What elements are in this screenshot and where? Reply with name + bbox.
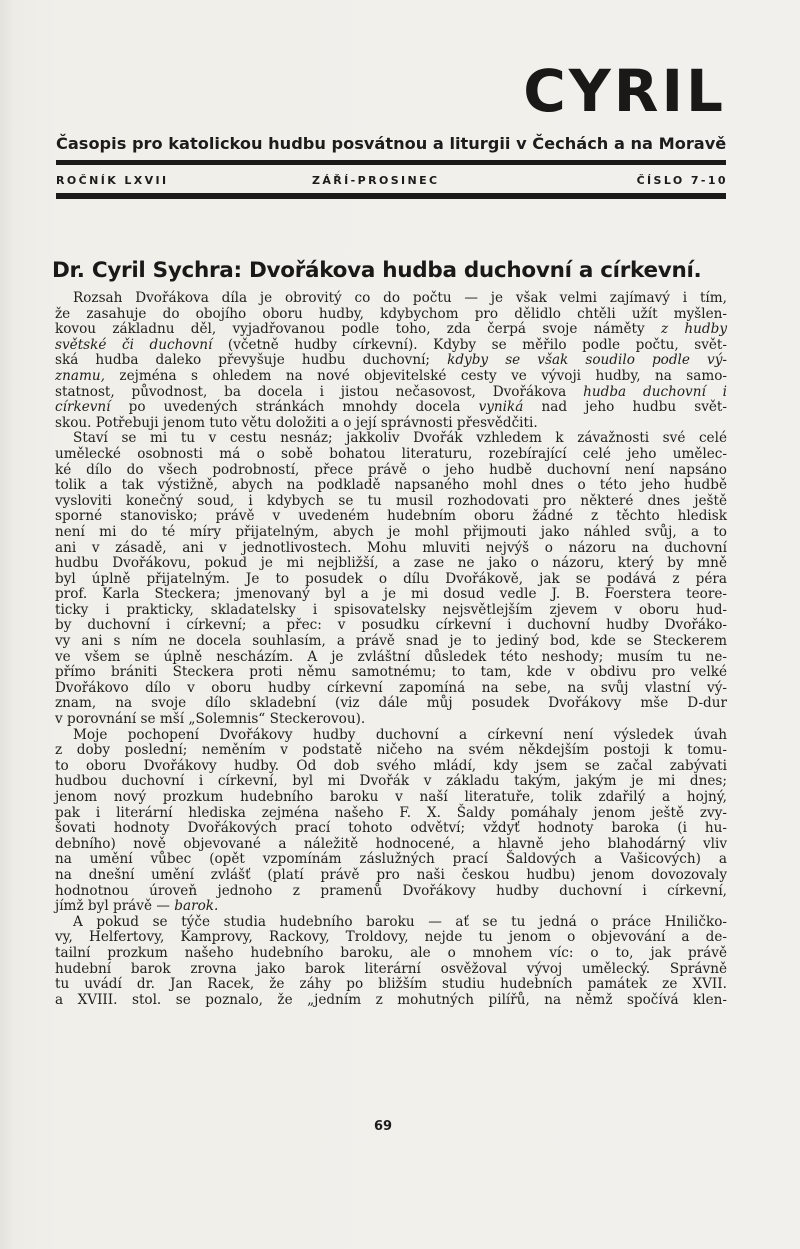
italic-text: znamu, bbox=[55, 367, 105, 384]
text-line bbox=[55, 665, 727, 681]
line-text: v porovnání se mší „Solemnis“ Steckerovou). bbox=[55, 711, 366, 728]
italic-text: hudba duchovní i bbox=[583, 383, 727, 400]
line-text: hudbou duchovní i církevní, byl mi Dvořák v základu takým, jakým je mi dnes; bbox=[55, 773, 727, 790]
line-text: by duchovní i církevní; a přec: v posudku církevní i duchovní hudby Dvořáko- bbox=[55, 617, 727, 634]
line-text: prof. Karla Steckera; jmenovaný byl a je mi dosud vedle J. B. Foerstera teore- bbox=[55, 586, 727, 603]
line-text: ticky i prakticky, skladatelsky i spisovatelsky nejsvětlejším zjevem v oboru hud- bbox=[55, 601, 727, 618]
text-line bbox=[55, 821, 727, 837]
text-line bbox=[55, 852, 727, 868]
line-text: tu uvádí dr. Jan Racek, že záhy po bližším studiu hudebních památek ze XVII. bbox=[55, 976, 727, 993]
text-line bbox=[55, 385, 727, 401]
line-text: pak i literární hlediska zejména našeho F. X. Šaldy pomáhaly jenom ještě zvy- bbox=[55, 804, 727, 821]
text-line bbox=[55, 634, 727, 650]
text-line bbox=[55, 977, 727, 993]
line-text: jenom nový prozkum hudebního baroku v naší literatuře, tolik zdařilý a hojný, bbox=[55, 789, 727, 805]
text-line bbox=[55, 338, 727, 354]
italic-text: z hudby bbox=[660, 321, 728, 338]
text-line bbox=[55, 509, 727, 525]
line-text: hodnotnou úroveň jednoho z pramenů Dvořákovy hudby duchovní i církevní, bbox=[55, 882, 727, 899]
page-number: 69 bbox=[374, 1119, 393, 1134]
header-rule-top bbox=[56, 160, 726, 165]
text-line bbox=[55, 884, 727, 900]
text-line bbox=[55, 774, 727, 790]
line-text: Dvořákovo dílo v oboru hudby církevní zapomíná na sebe, na svůj vlastní vý- bbox=[55, 679, 727, 696]
text-line bbox=[55, 431, 727, 447]
text-line bbox=[55, 572, 727, 588]
line-text: tailní prozkum našeho hudebního baroku, ale o mnohem víc: o to, jak právě bbox=[55, 944, 727, 961]
text-line bbox=[55, 946, 727, 962]
text-line bbox=[55, 322, 727, 338]
line-text: znam, na svoje dílo skladební (viz dále můj posudek Dvořákovy mše D-dur bbox=[55, 695, 727, 712]
text-line bbox=[55, 400, 727, 416]
line-text: A pokud se týče studia hudebního baroku — ať se tu jedná o práce Hniličko- bbox=[73, 913, 727, 930]
line-text: debního) nově objevované a náležitě hodnocené, a hlavně jeho blahodárný vliv bbox=[55, 835, 727, 852]
text-line bbox=[55, 494, 727, 510]
text-line bbox=[55, 696, 727, 712]
text-line bbox=[55, 962, 727, 978]
text-line bbox=[55, 993, 727, 1009]
text-line bbox=[55, 587, 727, 603]
journal-title: CYRIL bbox=[523, 57, 726, 125]
line-text: ve všem se úplně nescházím. A je zvláštní důsledek této neshody; musím tu ne- bbox=[55, 648, 727, 665]
article-body bbox=[55, 291, 727, 1008]
text-line bbox=[55, 650, 727, 666]
line-text: na umění vůbec (opět vzpomínám záslužných prací Šaldových a Vašicových) a bbox=[55, 851, 727, 868]
line-text: statnost, původnost, ba docela i jistou nečasovost, Dvořákova bbox=[55, 383, 584, 400]
line-text: Staví se mi tu v cestu nesnáz; jakkoliv Dvořák vzhledem k závažnosti své celé bbox=[73, 430, 727, 447]
text-line bbox=[55, 618, 727, 634]
text-line bbox=[55, 915, 727, 931]
text-line bbox=[55, 369, 727, 385]
line-text: hudbu Dvořákovu, pokud je mi nejbližší, a zase ne jako o názoru, který by mně bbox=[55, 555, 727, 572]
italic-text: církevní bbox=[55, 399, 111, 416]
text-line bbox=[55, 541, 727, 557]
line-text: to oboru Dvořákovy hudby. Od dob svého mládí, kdy jsem se začal zabývati bbox=[55, 757, 727, 774]
line-text: po uvedených stránkách mnohdy docela bbox=[110, 399, 479, 416]
line-text: vysloviti konečný soud, i kdybych se tu musil rozhodovati pro některé dnes ještě bbox=[55, 492, 727, 509]
text-line bbox=[55, 478, 727, 494]
line-text: hudební barok zrovna jako barok literární osvěžoval vývoj umělecký. Správně bbox=[55, 960, 727, 977]
italic-text: vyniká bbox=[478, 399, 524, 416]
text-line bbox=[55, 447, 727, 463]
text-line bbox=[55, 603, 727, 619]
line-text: sporné stanovisko; právě v uvedeném hudebním oboru žádné z těchto hledisk bbox=[55, 508, 727, 525]
line-text: ani v zásadě, ani v jednotlivostech. Mohu mluviti nejvýš o názoru na duchovní bbox=[55, 539, 727, 556]
line-text: tolik a tak výstižně, abych na podkladě napsaného mohl dnes o této jeho hudbě bbox=[55, 477, 727, 494]
line-text: vy, Helfertovy, Kamprovy, Rackovy, Troldovy, nejde tu jenom o objevování a de- bbox=[55, 929, 727, 946]
text-line bbox=[55, 759, 727, 775]
text-line bbox=[55, 899, 727, 915]
line-text: ké dílo do všech podrobností, přece právě o jeho hudbě duchovní není napsáno bbox=[55, 461, 727, 478]
text-line bbox=[55, 712, 727, 728]
line-text: skou. Potřebuji jenom tuto větu doložiti a o její správnosti přesvědčiti. bbox=[55, 414, 538, 431]
text-line bbox=[55, 556, 727, 572]
line-text: nad jeho hudbu svět- bbox=[523, 399, 727, 416]
line-text: byl úplně přijatelným. Je to posudek o dílu Dvořákově, jak se podává z péra bbox=[55, 570, 727, 587]
line-text: ská hudba daleko převyšuje hudbu duchovní; bbox=[55, 352, 448, 369]
issue-number-label: ČÍSLO 7-10 bbox=[636, 174, 728, 187]
line-text: vy ani s ním ne docela souhlasím, a právě snad je to jediný bod, kde se Steckerem bbox=[55, 633, 727, 650]
line-text: kovou základnu děl, vyjadřovanou podle toho, zda čerpá svoje náměty bbox=[55, 321, 661, 338]
line-text: přímo brániti Steckera proti němu samotnému; to tam, kde v obdivu pro velké bbox=[55, 664, 727, 681]
text-line bbox=[55, 790, 727, 806]
line-text: zejména s ohledem na nové objevitelské cesty ve vývoji hudby, na samo- bbox=[105, 367, 727, 384]
text-line bbox=[55, 463, 727, 479]
article-title: Dr. Cyril Sychra: Dvořákova hudba duchovní a církevní. bbox=[52, 258, 702, 283]
months-label: ZÁŘÍ-PROSINEC bbox=[312, 174, 440, 187]
volume-label: ROČNÍK LXVII bbox=[56, 174, 169, 187]
text-line bbox=[55, 291, 727, 307]
line-text: šovati hodnoty Dvořákových prací tohoto odvětví; vždyť hodnoty baroka (i hu- bbox=[55, 820, 727, 837]
italic-text: kdyby se však soudilo podle vý- bbox=[447, 352, 727, 369]
text-line bbox=[55, 806, 727, 822]
line-text: z doby poslední; neměním v podstatě ničeho na svém někdejším postoji k tomu- bbox=[55, 742, 727, 759]
italic-text: barok. bbox=[174, 898, 219, 915]
italic-text: světské či duchovní bbox=[55, 336, 213, 353]
text-line bbox=[55, 416, 727, 432]
line-text: že zasahuje do obojího oboru hudby, kdybychom pro dělidlo chtěli užít myšlen- bbox=[55, 305, 727, 322]
line-text: není mi do té míry přijatelným, abych je mohl přijmouti jako náhled svůj, a to bbox=[55, 523, 727, 540]
header-rule-bottom bbox=[56, 193, 726, 199]
line-text: (včetně hudby církevní). Kdyby se měřilo podle počtu, svět- bbox=[212, 336, 727, 353]
text-line bbox=[55, 353, 727, 369]
text-line bbox=[55, 307, 727, 323]
text-line bbox=[55, 728, 727, 744]
text-line bbox=[55, 868, 727, 884]
line-text: Moje pochopení Dvořákovy hudby duchovní a církevní není výsledek úvah bbox=[73, 726, 727, 743]
line-text: Rozsah Dvořákova díla je obrovitý co do počtu — je však velmi zajímavý i tím, bbox=[73, 290, 727, 306]
line-text: na dnešní umění zvlášť (platí právě pro naši českou hudbu) jenom dovozovaly bbox=[55, 866, 727, 883]
text-line bbox=[55, 930, 727, 946]
issue-info-line bbox=[56, 173, 726, 189]
line-text: a XVIII. stol. se poznalo, že „jedním z mohutných pilířů, na němž spočívá klen- bbox=[55, 991, 727, 1008]
line-text: umělecké osobnosti má o sobě bohatou literaturu, rozebírající celé jeho umělec- bbox=[55, 445, 727, 462]
text-line bbox=[55, 525, 727, 541]
text-line bbox=[55, 681, 727, 697]
journal-subtitle: Časopis pro katolickou hudbu posvátnou a liturgii v Čechách a na Moravě bbox=[56, 134, 727, 153]
text-line bbox=[55, 743, 727, 759]
line-text: jímž byl právě — bbox=[55, 898, 175, 915]
